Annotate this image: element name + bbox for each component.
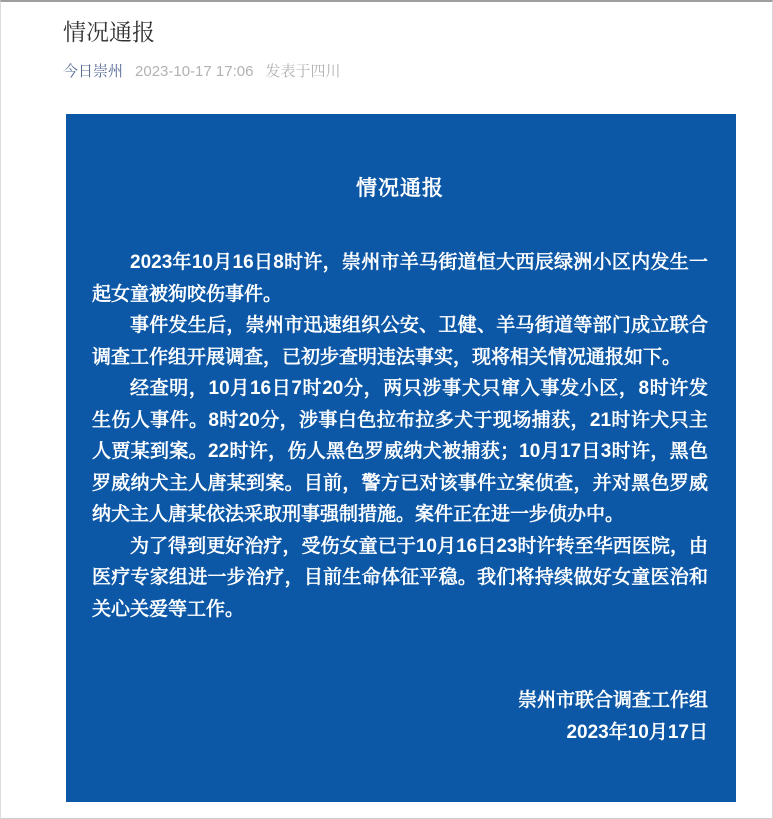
notice-body — [92, 247, 708, 625]
publish-datetime: 2023-10-17 17:06 — [135, 63, 254, 80]
article-meta-row — [63, 61, 772, 82]
notice-image[interactable] — [66, 114, 736, 802]
notice-paragraph: 2023年10月16日8时许，崇州市羊马街道恒大西辰绿洲小区内发生一起女童被狗咬伤事件。 — [92, 252, 708, 305]
notice-date: 2023年10月17日 — [566, 721, 708, 743]
notice-signature: 崇州市联合调查工作组 — [517, 690, 708, 711]
article-title: 情况通报 — [63, 19, 155, 45]
notice-paragraph: 经查明，10月16日7时20分，两只涉事犬只窜入事发小区，8时许发生伤人事件。8时20分，涉事白色拉布拉多犬于现场捕获，21时许犬只主人贾某到案。22时许，伤人黑色罗威纳犬被捕获；10月17日3时许，黑色罗威纳犬主人唐某到案。目前，警方已对该事件立案侦查，并对黑色罗威纳犬主人唐某依法采取刑事强制措施。案件正在进一步侦办中。 — [92, 378, 708, 525]
account-name-link[interactable]: 今日崇州 — [63, 63, 124, 80]
notice-paragraph: 为了得到更好治疗，受伤女童已于10月16日23时许转至华西医院，由医疗专家组进一步治疗，目前生命体征平稳。我们将持续做好女童医治和关心关爱等工作。 — [92, 535, 708, 620]
article-container — [1, 2, 772, 802]
notice-signature-block — [92, 685, 708, 748]
notice-title: 情况通报 — [356, 177, 444, 200]
publish-location: 发表于四川 — [265, 63, 341, 80]
notice-paragraph: 事件发生后，崇州市迅速组织公安、卫健、羊马街道等部门成立联合调查工作组开展调查，已初步查明违法事实，现将相关情况通报如下。 — [92, 315, 708, 368]
